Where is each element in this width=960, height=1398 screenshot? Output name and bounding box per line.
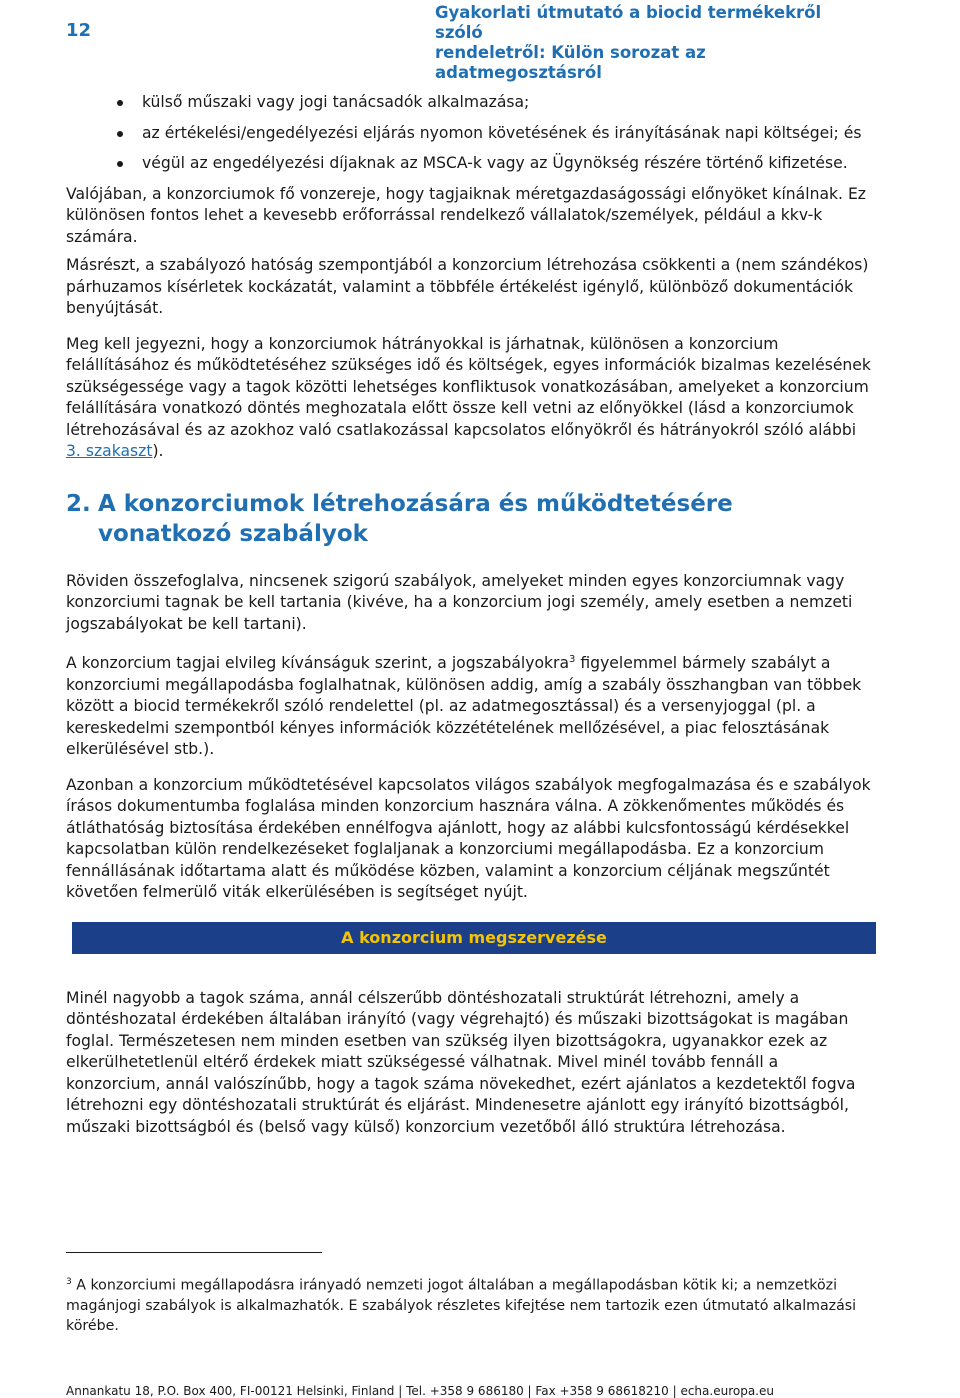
page-number: 12 (66, 20, 92, 41)
paragraph-text: A konzorcium tagjai elvileg kívánságuk szerint, a jogszabályokra (66, 654, 570, 673)
paragraph (66, 649, 874, 761)
page-header (0, 0, 960, 82)
paragraph: Másrészt, a szabályozó hatóság szempontjából a konzorcium létrehozása csökkenti a (nem szándékos) párhuzamos kísérletek kockázatát, valamint a többféle értékelést igénylő, különböző dokumentációk benyújtását. (66, 256, 869, 317)
section-number: 2. (66, 490, 91, 517)
cost-bullet-list (66, 92, 874, 175)
paragraph-text: figyelemmel bármely szabályt a konzorciumi megállapodásba foglalhatnak, különösen addig, amíg a szabály összhangban van többek között a biocid termékekről szóló rendelettel (pl. az adatmegosztással) és a versenyjoggal (pl. a kereskedelmi szempontból kényes információk közzétételének mellőzésével, a piac felosztásának elkerülésével stb.). (66, 654, 862, 759)
paragraph: Valójában, a konzorciumok fő vonzereje, hogy tagjaiknak méretgazdaságossági előnyöket kínálnak. Ez különösen fontos lehet a kevesebb erőforrással rendelkező vállalatok/személyek, például a kkv-k számára. (66, 184, 866, 246)
running-title-line1: Gyakorlati útmutató a biocid termékekről szóló (435, 3, 822, 42)
paragraph: Azonban a konzorcium működtetésével kapcsolatos világos szabályok megfogalmazása és e szabályok írásos dokumentumba foglalása minden konzorcium hasznára válna. A zökkenőmentes működés és átláthatóság biztosítása érdekében ennélfogva ajánlott, hogy az alábbi kulcsfontosságú kérdésekkel kapcsolatban külön rendelkezéseket foglaljanak a konzorciumi megállapodásba. Ez a konzorcium fennállásának időtartama alatt és működése közben, valamint a konzorcium céljának megszűntét követően felmerülő viták elkerülésében is segítséget nyújt. (66, 775, 871, 902)
paragraph: Minél nagyobb a tagok száma, annál célszerűbb döntéshozatali struktúrát létrehozni, amely a döntéshozatal érdekében általában irányító (vagy végrehajtó) és műszaki bizottságokat is magában foglal. Természetesen nem minden esetben van szükség ilyen bizottságokra, ugyanakkor ezek az elkerülhetetlenül eltérő érdekek miatt szükségessé válhatnak. Mivel minél tovább fennáll a konzorcium, annál valószínűbb, hogy a tagok száma növekedhet, ezért ajánlatos a kezdetektől fogva létrehozni egy döntéshozatali struktúrát és eljárást. Mindenesetre ajánlott egy irányító bizottságból, műszaki bizottságból és (belső vagy külső) konzorcium vezetőből álló struktúra létrehozása. (66, 988, 856, 1136)
paragraph-tail: ). (152, 442, 164, 460)
page-content (66, 92, 874, 1152)
footnote-divider (66, 1252, 322, 1253)
bullet-icon (117, 131, 123, 137)
paragraph: Röviden összefoglalva, nincsenek szigorú szabályok, amelyeket minden egyes konzorciumnak vagy konzorciumi tagnak be kell tartania (kivéve, ha a konzorcium jogi személy, amely esetben a nemzeti jogszabályokat be kell tartani). (66, 571, 853, 633)
page-footer: Annankatu 18, P.O. Box 400, FI-00121 Helsinki, Finland | Tel. +358 9 686180 | Fax +358 9 68618210 | echa.europa.eu (66, 1384, 774, 1398)
subsection-banner: A konzorcium megszervezése (72, 922, 876, 954)
bullet-icon (117, 161, 123, 167)
running-title-line2: rendeletről: Külön sorozat az adatmegosztásról (435, 43, 706, 82)
running-title (435, 3, 855, 83)
bullet-text: külső műszaki vagy jogi tanácsadók alkalmazása; (142, 93, 530, 111)
list-item (66, 92, 874, 114)
footnote (66, 1272, 866, 1336)
footnote-number: 3 (66, 1277, 72, 1287)
list-item (66, 123, 874, 145)
paragraph-text: Meg kell jegyezni, hogy a konzorciumok hátrányokkal is járhatnak, különösen a konzorcium felállításához és működtetéséhez szükséges idő és költségek, egyes információk bizalmas kezelésének szükségessége vagy a tagok közötti lehetséges konfliktusok vonatkozásában, amelyeket a konzorcium felállítására vonatkozó döntés meghozatala előtt össze kell vetni az előnyökkel (lásd a konzorciumok létrehozásával és az azokhoz való csatlakozással kapcsolatos előnyökről és hátrányokról szóló alábbi (66, 334, 871, 439)
section-3-link[interactable]: 3. szakaszt (66, 442, 153, 460)
footnote-text: A konzorciumi megállapodásra irányadó nemzeti jogot általában a megállapodásban kötik ki; a nemzetközi magánjogi szabályok is alkalmazhatók. E szabályok részletes kifejtése nem tartozik ezen útmutató alkalmazási körébe. (66, 1277, 857, 1334)
list-item (66, 153, 874, 175)
bullet-icon (117, 100, 123, 106)
footnote-ref[interactable]: 3 (569, 654, 576, 665)
section-heading (66, 489, 874, 549)
bullet-text: végül az engedélyezési díjaknak az MSCA-k vagy az Ügynökség részére történő kifizetése. (142, 154, 848, 172)
paragraph-disadvantages (66, 334, 874, 463)
section-title: A konzorciumok létrehozására és működtetésére vonatkozó szabályok (98, 490, 733, 547)
bullet-text: az értékelési/engedélyezési eljárás nyomon követésének és irányításának napi költségei; és (142, 123, 862, 142)
